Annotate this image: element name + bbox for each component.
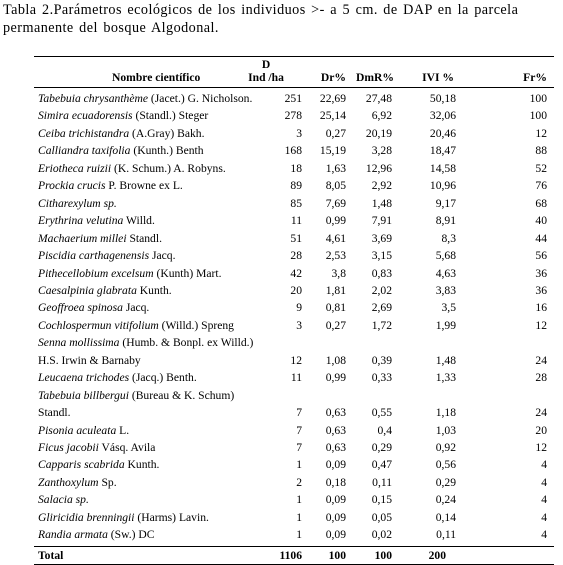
species-name: [38, 108, 208, 123]
cell-fr: 4: [541, 510, 547, 524]
scientific-name: Machaerium millei: [38, 231, 127, 245]
cell-ivi: 0,92: [435, 441, 456, 454]
cell-ivi: 3,83: [435, 283, 456, 297]
cell-dmr: 0,11: [372, 475, 392, 489]
cell-ivi: 8,91: [435, 214, 456, 228]
scientific-name: Citharexylum sp.: [38, 196, 117, 210]
cell-dmr: 20,19: [365, 126, 392, 140]
species-authority-cont: H.S. Irwin & Barnaby: [38, 353, 141, 367]
header-row: [34, 70, 554, 85]
cell-ind: 11: [290, 371, 302, 385]
total-dr: 100: [328, 548, 346, 562]
table-row: [34, 475, 554, 490]
cell-dr: 0,27: [325, 318, 346, 332]
cell-ivi: 50,18: [429, 92, 456, 105]
cell-fr: 4: [541, 528, 547, 542]
table-row: [34, 405, 554, 420]
cell-ind: 12: [290, 353, 302, 367]
cell-ivi: 1,03: [435, 423, 456, 437]
cell-dmr: 0,39: [371, 353, 392, 367]
header-name: Nombre científico: [112, 71, 201, 84]
cell-dmr: 1,48: [371, 196, 392, 210]
cell-fr: 56: [535, 249, 547, 263]
table-row: [34, 196, 554, 211]
cell-dr: 4,61: [325, 231, 346, 245]
total-ivi: 200: [428, 548, 446, 562]
species-name: [38, 91, 252, 106]
cell-ivi: 5,68: [435, 249, 456, 263]
header-bottom-rule: [34, 87, 554, 88]
cell-dmr: 0,33: [371, 371, 392, 385]
species-name: [38, 440, 155, 455]
cell-fr: 4: [541, 475, 547, 489]
scientific-name: Senna mollissima: [38, 336, 120, 350]
scientific-name: Simira ecuadorensis: [38, 109, 133, 123]
species-name: [38, 196, 117, 211]
cell-fr: 16: [535, 301, 547, 315]
header-dr: Dr%: [320, 71, 346, 84]
header-ind-line1: D: [261, 58, 271, 71]
scientific-name: Salacia sp.: [38, 493, 89, 507]
cell-dmr: 0,29: [371, 441, 392, 454]
table-row: [34, 108, 554, 123]
scientific-name: Zanthoxylum: [38, 475, 99, 489]
scientific-name: Caesalpinia glabrata: [38, 283, 137, 297]
cell-ivi: 14,58: [429, 161, 456, 175]
species-name: [38, 475, 117, 490]
species-authority: Willd.: [123, 214, 155, 228]
scientific-name: Eriotheca ruizii: [38, 161, 112, 175]
cell-dmr: 0,15: [371, 493, 392, 507]
total-dmr: 100: [374, 548, 392, 562]
scientific-name: Prockia crucis: [38, 179, 106, 193]
scientific-name: Cochlospermun vitifolium: [38, 318, 159, 332]
cell-dr: 0,99: [325, 214, 346, 228]
species-name: [38, 248, 176, 263]
species-name: [38, 388, 234, 403]
species-name: [38, 178, 183, 193]
cell-dmr: 0,02: [371, 528, 392, 542]
total-row: [34, 548, 554, 563]
species-authority: (Jacq.) Benth.: [129, 371, 197, 385]
cell-ivi: 0,11: [436, 528, 456, 542]
cell-ivi: 0,14: [435, 510, 456, 524]
species-authority: (Kunth) Mart.: [153, 266, 222, 280]
cell-dr: 0,99: [325, 371, 346, 385]
cell-dmr: 3,69: [371, 231, 392, 245]
species-name: [38, 300, 149, 315]
table-row: [34, 370, 554, 385]
species-name: [38, 492, 89, 507]
cell-fr: 36: [535, 283, 547, 297]
cell-dr: 15,19: [319, 144, 346, 158]
cell-ind: 9: [296, 301, 302, 315]
species-name: [38, 353, 141, 368]
total-label: Total: [38, 548, 64, 562]
cell-dr: 22,69: [319, 92, 346, 105]
table-row: [34, 510, 554, 525]
cell-fr: 100: [529, 92, 547, 105]
species-authority: Vásq. Avila: [98, 441, 156, 454]
cell-ind: 7: [296, 406, 302, 420]
cell-dmr: 0,05: [371, 510, 392, 524]
species-name: [38, 423, 129, 438]
cell-dr: 0,63: [325, 423, 346, 437]
species-name: [38, 213, 155, 228]
cell-ivi: 0,24: [435, 493, 456, 507]
species-authority: (Standl.) Steger: [132, 109, 209, 123]
cell-fr: 100: [529, 109, 547, 123]
table-row: [34, 231, 554, 246]
scientific-name: Gliricidia brenningii: [38, 510, 135, 524]
species-authority: (Willd.) Spreng: [158, 318, 234, 332]
scientific-name: Erythrina velutina: [38, 214, 124, 228]
cell-ivi: 18,47: [429, 144, 456, 158]
cell-dmr: 0,4: [377, 423, 392, 437]
table-row: [34, 126, 554, 141]
cell-ivi: 4,63: [435, 266, 456, 280]
species-authority: (Bureau & K. Schum): [128, 388, 235, 402]
species-name: [38, 318, 234, 333]
cell-ind: 7: [296, 423, 302, 437]
cell-dmr: 0,83: [371, 266, 392, 280]
cell-dmr: 2,92: [371, 179, 392, 193]
cell-ind: 42: [290, 266, 302, 280]
species-name: [38, 457, 159, 472]
cell-ind: 1: [296, 528, 302, 542]
cell-dr: 0,09: [325, 510, 346, 524]
species-name: [38, 143, 204, 158]
species-name: [38, 266, 222, 281]
cell-ind: 7: [296, 441, 302, 454]
cell-dr: 3,8: [331, 266, 346, 280]
scientific-name: Randia armata: [38, 528, 108, 542]
cell-fr: 36: [535, 266, 547, 280]
cell-fr: 24: [535, 353, 547, 367]
species-name: [38, 527, 154, 542]
cell-dr: 0,09: [325, 493, 346, 507]
cell-fr: 20: [535, 423, 547, 437]
species-authority: L.: [116, 423, 130, 437]
cell-fr: 52: [535, 161, 547, 175]
table-row: [34, 248, 554, 263]
table-row: [34, 266, 554, 281]
scientific-name: Tabebuia chrysanthème: [38, 92, 149, 105]
cell-ind: 20: [290, 283, 302, 297]
cell-ind: 168: [284, 144, 302, 158]
cell-fr: 4: [541, 458, 547, 472]
table-row-part1: [34, 335, 554, 350]
cell-ind: 11: [290, 214, 302, 228]
cell-ivi: 20,46: [429, 126, 456, 140]
scientific-name: Tabebuia billbergui: [38, 388, 129, 402]
cell-fr: 40: [535, 214, 547, 228]
species-authority: Kunth.: [136, 283, 172, 297]
table-row: [34, 492, 554, 507]
total-top-rule: [34, 546, 554, 547]
cell-ivi: 1,48: [435, 353, 456, 367]
cell-ind: 3: [296, 126, 302, 140]
table-row: [34, 318, 554, 333]
cell-dmr: 1,72: [371, 318, 392, 332]
table-row: [34, 353, 554, 368]
table-row: [34, 440, 554, 455]
cell-fr: 44: [535, 231, 547, 245]
table-row: [34, 143, 554, 158]
species-authority: Jacq.: [149, 249, 176, 263]
table-row: [34, 527, 554, 542]
species-name: [38, 283, 172, 298]
cell-dr: 0,81: [325, 301, 346, 315]
cell-ivi: 9,17: [435, 196, 456, 210]
cell-ivi: 3,5: [441, 301, 456, 315]
species-authority: (Jacet.) G. Nicholson.: [148, 92, 253, 105]
cell-ivi: 0,29: [435, 475, 456, 489]
cell-ind: 18: [290, 161, 302, 175]
cell-ind: 51: [290, 231, 302, 245]
cell-dr: 0,27: [325, 126, 346, 140]
cell-dr: 0,09: [325, 458, 346, 472]
cell-dr: 0,09: [325, 528, 346, 542]
species-authority: (Sw.) DC: [107, 528, 155, 542]
species-authority: (Kunth.) Benth: [130, 144, 204, 158]
cell-ind: 251: [284, 92, 302, 105]
species-authority: (Humb. & Bonpl. ex Willd.): [119, 336, 254, 350]
species-authority: (Harms) Lavin.: [134, 510, 209, 524]
cell-ind: 3: [296, 318, 302, 332]
cell-dr: 0,63: [325, 441, 346, 454]
species-authority: Kunth.: [124, 458, 160, 472]
cell-fr: 12: [535, 441, 547, 454]
header-ind: Ind /ha: [248, 71, 284, 84]
cell-dr: 2,53: [325, 249, 346, 263]
table-row: [34, 213, 554, 228]
cell-dmr: 0,47: [371, 458, 392, 472]
species-name: [38, 126, 205, 141]
species-name: [38, 405, 71, 420]
scientific-name: Geoffroea spinosa: [38, 301, 123, 315]
cell-ind: 89: [290, 179, 302, 193]
table-row: [34, 178, 554, 193]
cell-dmr: 3,28: [371, 144, 392, 158]
species-authority: (K. Schum.) A. Robyns.: [111, 161, 226, 175]
species-authority: Sp.: [98, 475, 117, 489]
species-authority: Jacq.: [122, 301, 150, 315]
table-row: [34, 283, 554, 298]
cell-dmr: 6,92: [371, 109, 392, 123]
cell-ind: 28: [290, 249, 302, 263]
cell-dr: 7,69: [325, 196, 346, 210]
species-name: [38, 161, 226, 176]
cell-dr: 1,08: [325, 353, 346, 367]
cell-dmr: 27,48: [365, 92, 392, 105]
cell-ivi: 10,96: [429, 179, 456, 193]
cell-fr: 12: [535, 318, 547, 332]
header-dmr: DmR%: [356, 71, 394, 84]
table-row: [34, 423, 554, 438]
cell-dr: 0,63: [325, 406, 346, 420]
species-authority: (A.Gray) Bakh.: [129, 126, 205, 140]
species-authority: P. Browne ex L.: [105, 179, 183, 193]
scientific-name: Pisonia aculeata: [38, 423, 117, 437]
species-name: [38, 231, 162, 246]
species-name: [38, 510, 209, 525]
table-caption: Tabla 2.Parámetros ecológicos de los individuos >- a 5 cm. de DAP en la parcela permanente del bosque Algodonal.: [3, 2, 519, 36]
cell-fr: 88: [535, 144, 547, 158]
cell-dr: 1,63: [325, 161, 346, 175]
cell-ivi: 1,33: [435, 371, 456, 385]
scientific-name: Ficus jacobii: [38, 441, 99, 454]
species-authority: Standl.: [126, 231, 162, 245]
species-authority-cont: Standl.: [38, 406, 71, 420]
cell-ind: 85: [290, 196, 302, 210]
cell-ind: 278: [284, 109, 302, 123]
header-ivi: IVI %: [422, 71, 454, 84]
header-fr: Fr%: [523, 71, 547, 84]
cell-ivi: 32,06: [429, 109, 456, 123]
cell-dmr: 12,96: [365, 161, 392, 175]
cell-ivi: 1,99: [435, 318, 456, 332]
table-row: [34, 91, 554, 106]
table-row: [34, 300, 554, 315]
scientific-name: Pithecellobium excelsum: [38, 266, 154, 280]
cell-dr: 1,81: [325, 283, 346, 297]
cell-fr: 4: [541, 493, 547, 507]
cell-fr: 24: [535, 406, 547, 420]
scientific-name: Capparis scabrida: [38, 458, 125, 472]
cell-ivi: 1,18: [435, 406, 456, 420]
cell-ivi: 0,56: [435, 458, 456, 472]
species-name: [38, 335, 253, 350]
table-row-part1: [34, 388, 554, 403]
cell-fr: 68: [535, 196, 547, 210]
cell-dr: 25,14: [319, 109, 346, 123]
scientific-name: Leucaena trichodes: [38, 371, 130, 385]
cell-dmr: 0,55: [371, 406, 392, 420]
cell-dmr: 3,15: [371, 249, 392, 263]
cell-dmr: 7,91: [371, 214, 392, 228]
cell-ind: 2: [296, 475, 302, 489]
species-name: [38, 370, 197, 385]
cell-ind: 1: [296, 458, 302, 472]
cell-dr: 8,05: [325, 179, 346, 193]
cell-dmr: 2,69: [371, 301, 392, 315]
table-row: [34, 161, 554, 176]
cell-ind: 1: [296, 493, 302, 507]
cell-dr: 0,18: [325, 475, 346, 489]
cell-fr: 76: [535, 179, 547, 193]
cell-fr: 12: [535, 126, 547, 140]
scientific-name: Ceiba trichistandra: [38, 126, 130, 140]
total-ind: 1106: [279, 548, 302, 562]
cell-ivi: 8,3: [441, 231, 456, 245]
cell-dmr: 2,02: [371, 283, 392, 297]
cell-ind: 1: [296, 510, 302, 524]
scientific-name: Calliandra taxifolia: [38, 144, 131, 158]
scientific-name: Piscidia carthagenensis: [38, 249, 150, 263]
cell-fr: 28: [535, 371, 547, 385]
table-row: [34, 457, 554, 472]
